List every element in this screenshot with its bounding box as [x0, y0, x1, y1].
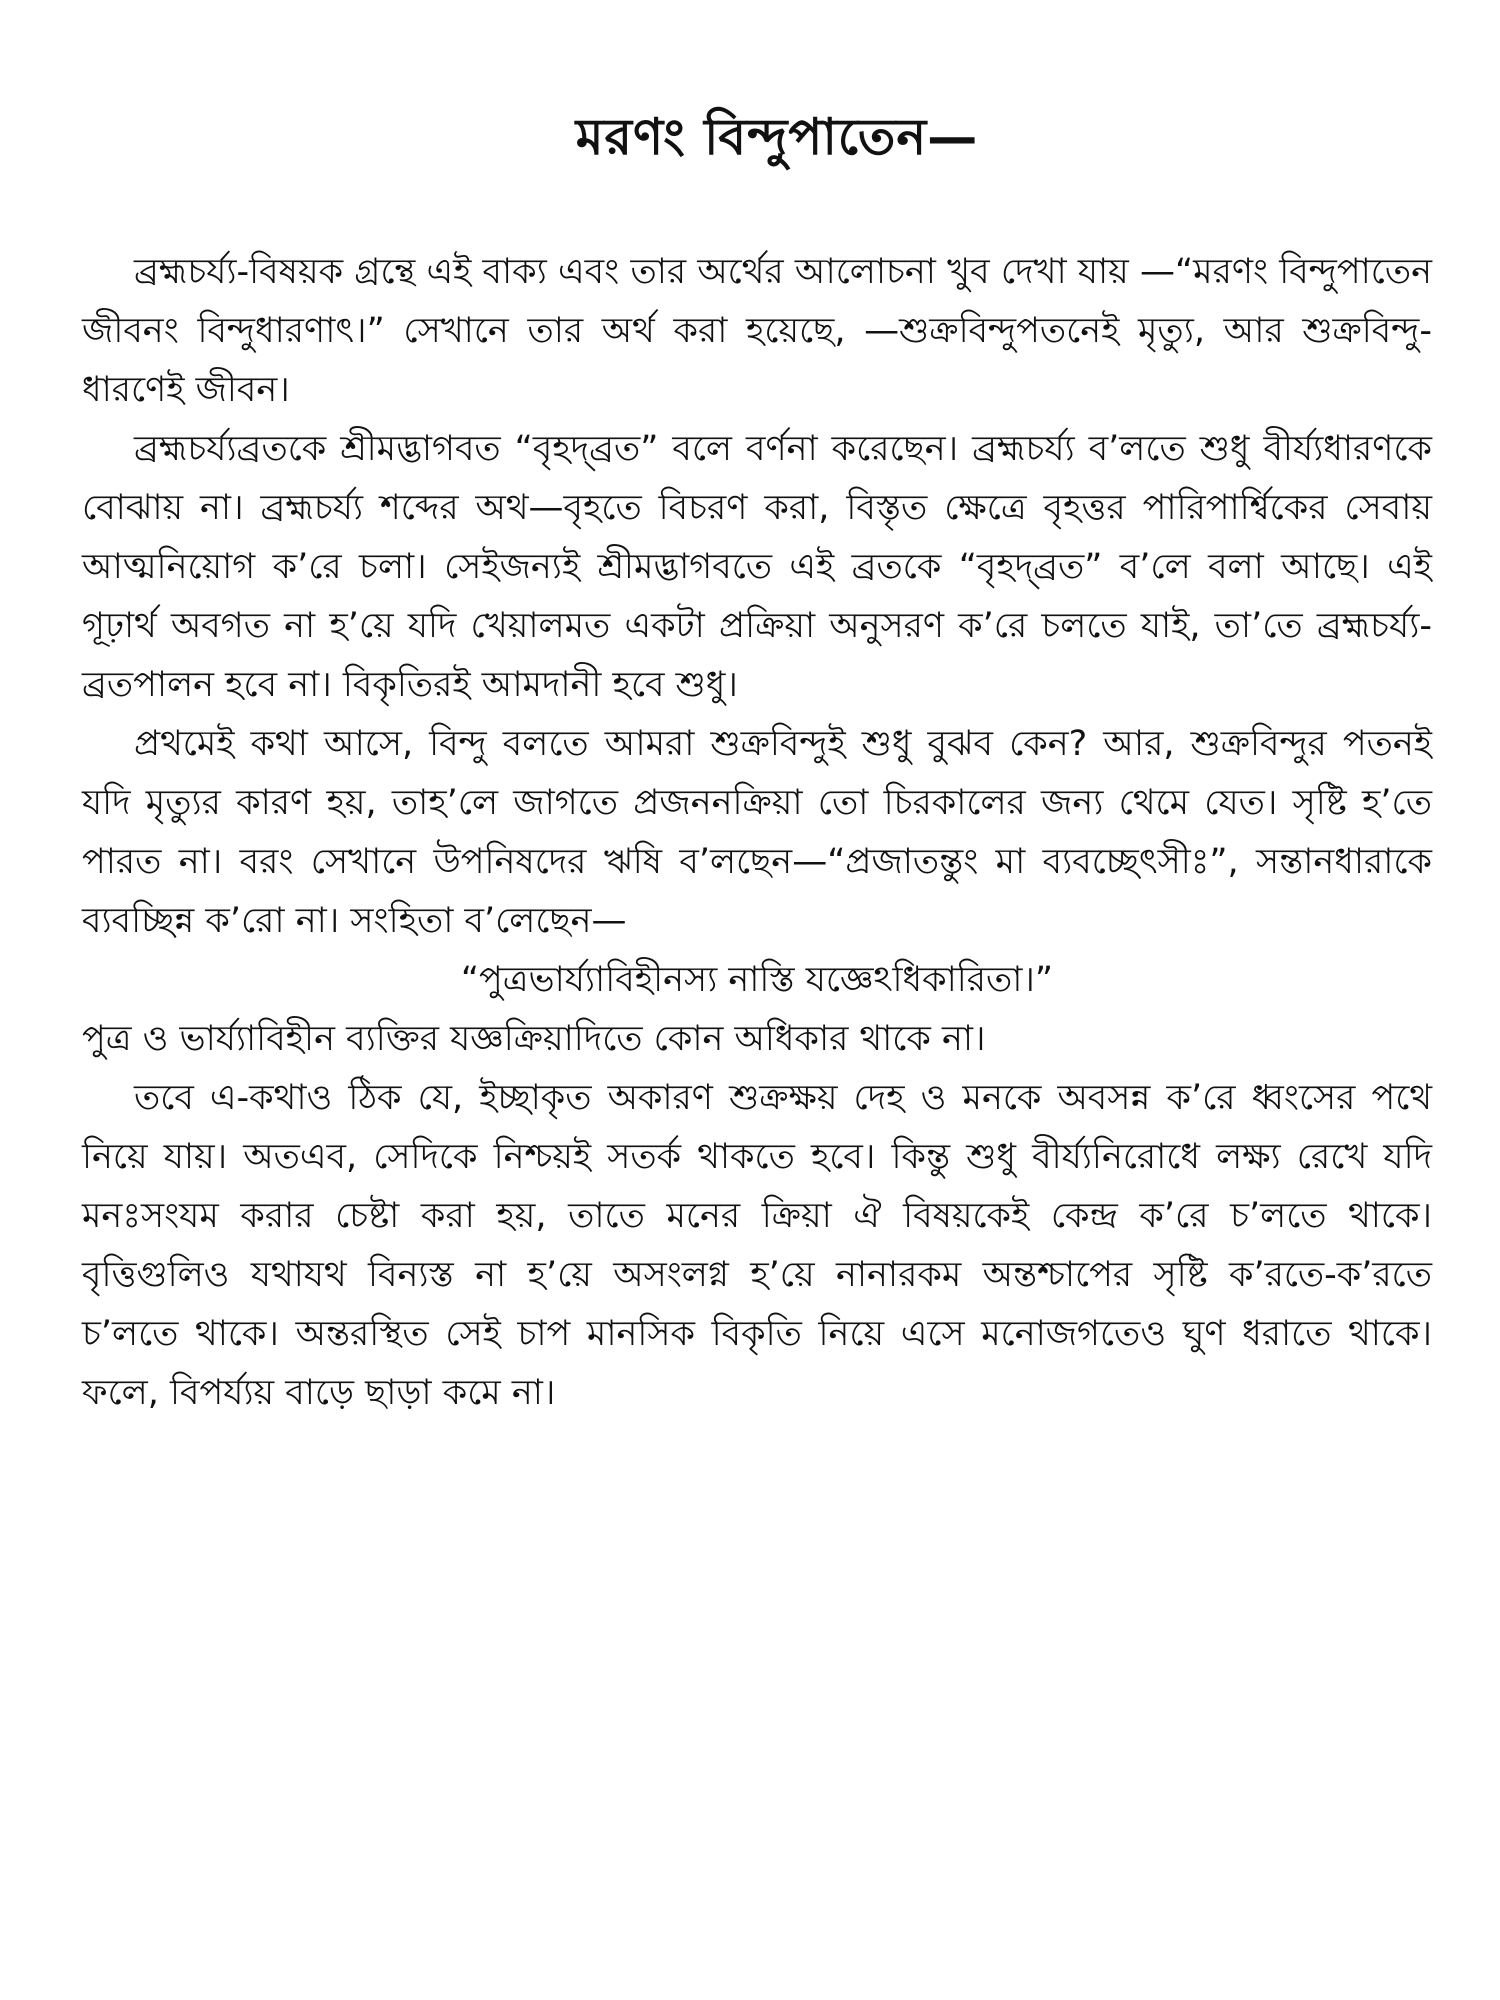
document-page — [82, 100, 1432, 1423]
paragraph-3: প্রথমেই কথা আসে, বিন্দু বলতে আমরা শুক্রবিন্দুই শুধু বুঝব কেন? আর, শুক্রবিন্দুর পতনই যদি মৃত্যুর কারণ হয়, তাহ’লে জাগতে প্রজননক্রিয়া তো চিরকালের জন্য থেমে যেত। সৃষ্টি হ’তে পারত না। বরং সেখানে উপনিষদের ঋষি ব’লছেন—“প্রজাতন্তুং মা ব্যবচ্ছেৎসীঃ”, সন্তানধারাকে ব্যবচ্ছিন্ন ক’রো না। সংহিতা ব’লেছেন— — [82, 724, 1432, 941]
paragraph-1: ব্রহ্মচর্য্য-বিষয়ক গ্রন্থে এই বাক্য এবং তার অর্থের আলোচনা খুব দেখা যায় —“মরণং বিন্দুপাতেন জীবনং বিন্দুধারণাৎ।” সেখানে তার অর্থ করা হয়েছে, —শুক্রবিন্দুপতনেই মৃত্যু, আর শুক্রবিন্দু-ধারণেই জীবন। — [82, 252, 1432, 410]
paragraph-final: তবে এ-কথাও ঠিক যে, ইচ্ছাকৃত অকারণ শুক্রক্ষয় দেহ ও মনকে অবসন্ন ক’রে ধ্বংসের পথে নিয়ে যায়। অতএব, সেদিকে নিশ্চয়ই সতর্ক থাকতে হবে। কিন্তু শুধু বীর্য্যনিরোধে লক্ষ্য রেখে যদি মনঃসংযম করার চেষ্টা করা হয়, তাতে মনের ক্রিয়া ঐ বিষয়কেই কেন্দ্র ক’রে চ’লতে থাকে। বৃত্তিগুলিও যথাযথ বিন্যস্ত না হ’য়ে অসংলগ্ন হ’য়ে নানারকম অন্তশ্চাপের সৃষ্টি ক’রতে-ক’রতে চ’লতে থাকে। অন্তরস্থিত সেই চাপ মানসিক বিকৃতি নিয়ে এসে মনোজগতেও ঘুণ ধরাতে থাকে। ফলে, বিপর্য্যয় বাড়ে ছাড়া কমে না। — [82, 1078, 1432, 1413]
quote-translation: পুত্র ও ভার্য্যাবিহীন ব্যক্তির যজ্ঞক্রিয়াদিতে কোন অধিকার থাকে না। — [82, 1019, 986, 1059]
sanskrit-quote: “পুত্রভার্য্যাবিহীনস্য নাস্তি যজ্ঞেঽধিকারিতা।” — [460, 960, 1054, 1000]
paragraph-2: ব্রহ্মচর্য্যব্রতকে শ্রীমদ্ভাগবত “বৃহদ্‌ব্রত” বলে বর্ণনা করেছেন। ব্রহ্মচর্য্য ব’লতে শুধু বীর্য্যধারণকে বোঝায় না। ব্রহ্মচর্য্য শব্দের অথ—বৃহতে বিচরণ করা, বিস্তৃত ক্ষেত্রে বৃহত্তর পারিপার্শ্বিকের সেবায় আত্মনিয়োগ ক’রে চলা। সেইজন্যই শ্রীমদ্ভাগবতে এই ব্রতকে “বৃহদ্‌ব্রত” ব’লে বলা আছে। এই গূঢ়ার্থ অবগত না হ’য়ে যদি খেয়ালমত একটা প্রক্রিয়া অনুসরণ ক’রে চলতে যাই, তা’তে ব্রহ্মচর্য্য-ব্রতপালন হবে না। বিকৃতিরই আমদানী হবে শুধু। — [82, 429, 1432, 705]
page-title: মরণং বিন্দুপাতেন— — [575, 108, 979, 166]
